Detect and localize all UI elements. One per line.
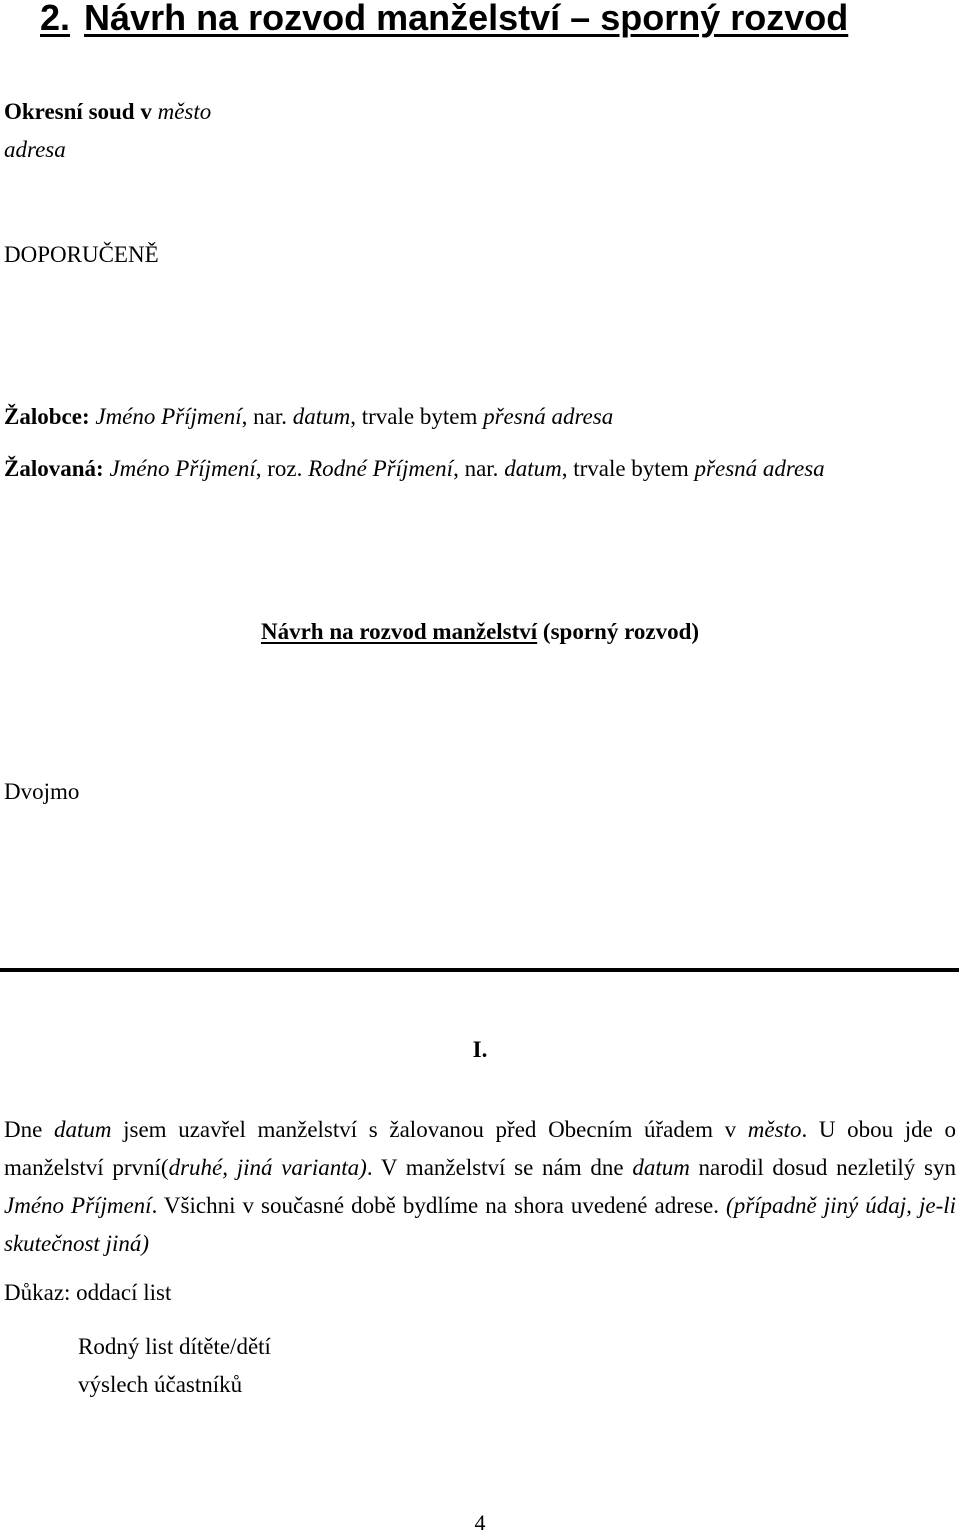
para-date: datum [53,1117,112,1142]
plaintiff-date: datum [292,404,351,429]
copies-note: Dvojmo [4,779,80,804]
defendant-birth-name: Rodné Příjmení [308,456,454,481]
document-title-underlined: Návrh na rozvod manželství [260,619,538,644]
facts-paragraph [4,1111,956,1263]
defendant-line [4,455,825,483]
defendant-residence: , trvale bytem [561,456,689,481]
heading-text: Návrh na rozvod manželství – sporný rozvod [84,0,849,38]
page-heading [40,0,848,40]
defendant-label: Žalovaná: [4,456,104,481]
page-number: 4 [474,1510,486,1535]
para-name: Jméno Příjmení [4,1193,152,1218]
defendant-mid: , nar. [453,456,499,481]
plaintiff-residence: , trvale bytem [350,404,478,429]
horizontal-rule [0,968,959,972]
plaintiff-address: přesná adresa [483,404,614,429]
document-title-rest: (sporný rozvod) [537,619,700,644]
court-city: město [157,99,212,124]
defendant-date: datum [504,456,562,481]
defendant-name: Jméno Příjmení [109,456,256,481]
plaintiff-mid: , nar. [241,404,287,429]
document-title [0,618,960,646]
defendant-roz: , roz. [255,456,303,481]
evidence-label: Důkaz: oddací list [4,1280,172,1305]
para-text: . Všichni v současné době bydlíme na shora uvedené adrese. [151,1193,727,1218]
evidence-item: výslech účastníků [78,1372,243,1397]
court-address: adresa [4,137,66,162]
heading-number: 2. [40,0,71,38]
plaintiff-label: Žalobce: [4,404,90,429]
para-text: Dne [4,1117,54,1142]
plaintiff-line [4,403,613,431]
court-prefix: Okresní soud v [4,99,152,124]
defendant-address: přesná adresa [694,456,825,481]
para-text: . U obou jde o manželství první( [4,1117,956,1180]
court-line [4,98,211,126]
delivery-note: DOPORUČENĚ [4,242,159,267]
para-date: datum [632,1155,690,1180]
para-text: . V manželství se nám dne [366,1155,633,1180]
para-note: (případně jiný údaj, je-li skutečnost jiná) [4,1193,957,1256]
section-number: I. [472,1037,488,1062]
para-variant: druhé, jiná varianta) [168,1155,367,1180]
evidence-item: Rodný list dítěte/dětí [78,1334,271,1359]
para-city: město [747,1117,802,1142]
para-text: narodil dosud nezletilý syn [689,1155,956,1180]
para-text: jsem uzavřel manželství s žalovanou před Obecním úřadem v [111,1117,748,1142]
plaintiff-name: Jméno Příjmení [95,404,242,429]
